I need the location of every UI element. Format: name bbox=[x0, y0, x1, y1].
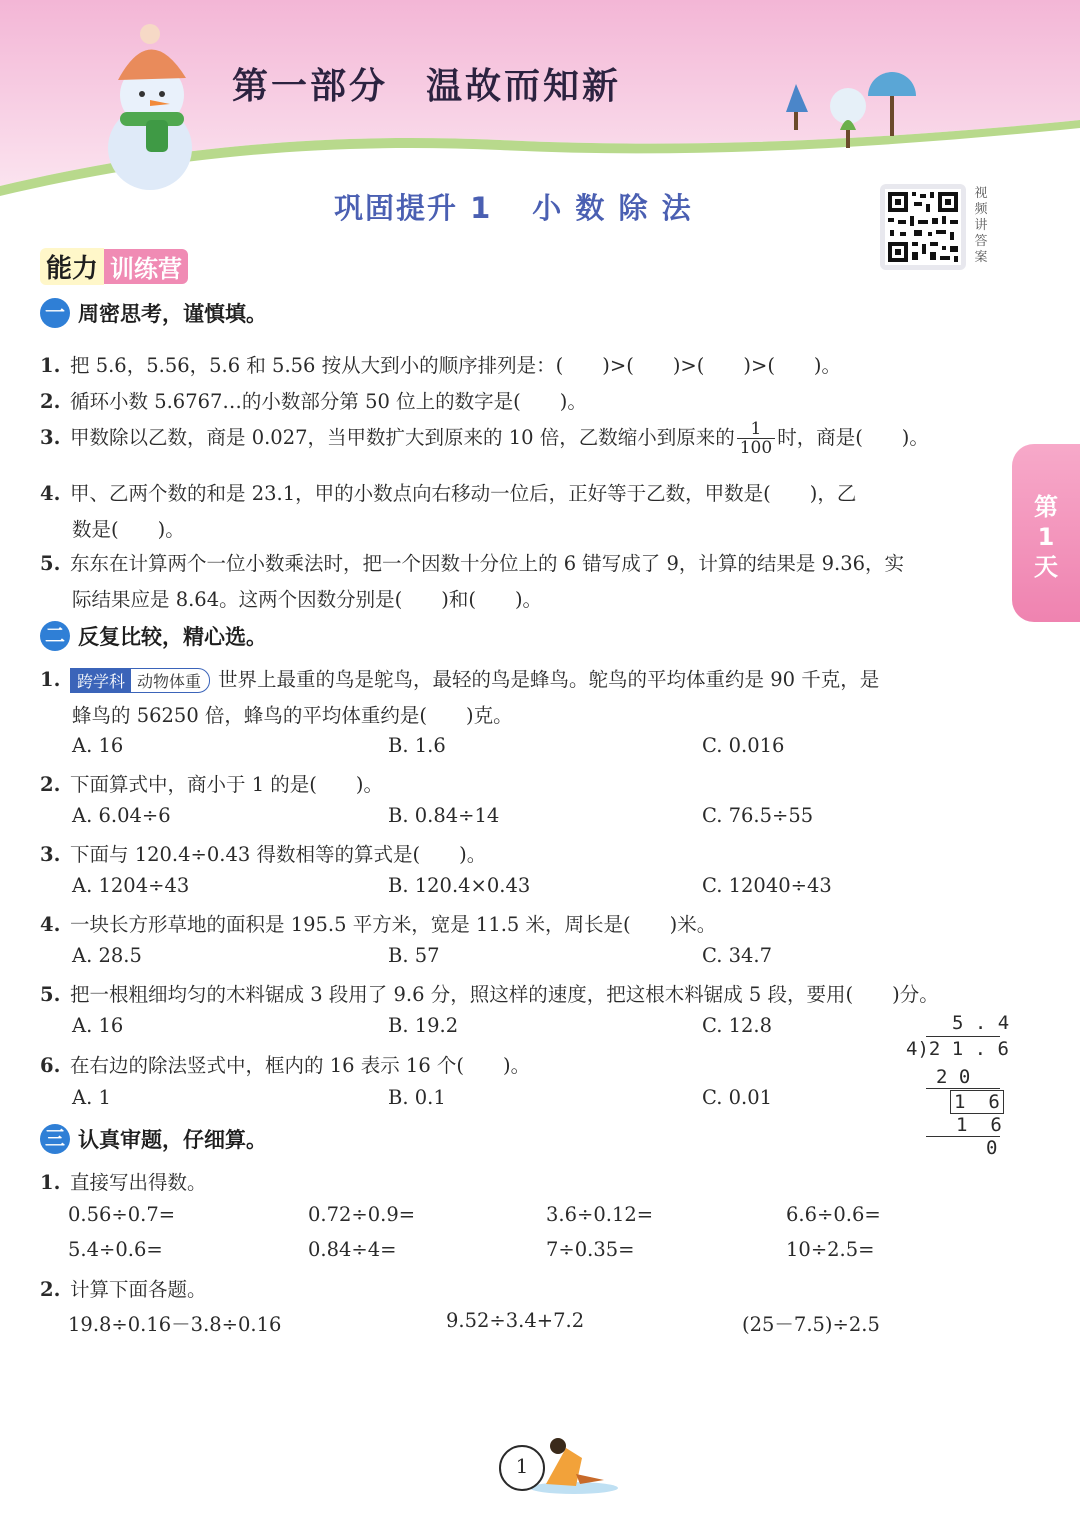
question-text: 际结果应是 8.64。这两个因数分别是( )和( )。 bbox=[72, 588, 543, 611]
calc-item: 10÷2.5= bbox=[786, 1238, 875, 1261]
question-text: 把一根粗细均匀的木料锯成 3 段用了 9.6 分，照这样的速度，把这根木料锯成 5 段，要用( )分。 bbox=[70, 983, 939, 1006]
question-text: 蜂鸟的 56250 倍，蜂鸟的平均体重约是( )克。 bbox=[72, 704, 513, 727]
question-number: 5. bbox=[40, 983, 61, 1006]
section-marker-icon: 一 bbox=[40, 298, 70, 328]
page-number: 1 bbox=[515, 1454, 529, 1478]
s2-q2-option-a: A. 6.04÷6 bbox=[72, 804, 171, 827]
qr-code-icon[interactable] bbox=[880, 184, 966, 270]
question-text: 东东在计算两个一位小数乘法时，把一个因数十分位上的 6 错写成了 9，计算的结果是 9.36，实 bbox=[70, 552, 905, 575]
question-text: 直接写出得数。 bbox=[70, 1171, 207, 1194]
part-title bbox=[232, 58, 621, 109]
section-marker-icon: 三 bbox=[40, 1124, 70, 1154]
division-row: 1 6 bbox=[956, 1114, 1002, 1136]
section-1-heading bbox=[40, 298, 267, 328]
s2-q1-option-a: A. 16 bbox=[72, 734, 124, 757]
s1-question-2 bbox=[40, 386, 587, 414]
s2-q6-option-b: B. 0.1 bbox=[388, 1086, 446, 1109]
question-number: 2. bbox=[40, 1278, 61, 1301]
s1-question-4-cont bbox=[72, 514, 185, 542]
section-3-heading bbox=[40, 1124, 267, 1154]
s1-question-3 bbox=[40, 420, 929, 457]
day-tab bbox=[1012, 444, 1080, 622]
s1-question-5-cont bbox=[72, 584, 542, 612]
section-title: 认真审题，仔细算。 bbox=[78, 1128, 267, 1152]
s1-question-1 bbox=[40, 350, 841, 378]
calc-item: 7÷0.35= bbox=[546, 1238, 635, 1261]
s2-q5-option-c: C. 12.8 bbox=[702, 1014, 773, 1037]
question-number: 4. bbox=[40, 913, 61, 936]
section-title: 反复比较，精心选。 bbox=[78, 625, 267, 649]
s2-question-2 bbox=[40, 769, 383, 797]
s2-question-1-cont bbox=[72, 700, 513, 728]
calc-item: 0.56÷0.7= bbox=[68, 1203, 176, 1226]
question-text: 下面与 120.4÷0.43 得数相等的算式是( )。 bbox=[70, 843, 487, 866]
s2-q4-option-c: C. 34.7 bbox=[702, 944, 773, 967]
division-boxed-value: 1 6 bbox=[950, 1090, 1004, 1114]
calc-item: (25－7.5)÷2.5 bbox=[742, 1313, 880, 1336]
calc-item: 19.8÷0.16－3.8÷0.16 bbox=[68, 1313, 282, 1336]
s2-q4-option-b: B. 57 bbox=[388, 944, 440, 967]
question-number: 2. bbox=[40, 773, 61, 796]
calc-item: 5.4÷0.6= bbox=[68, 1238, 163, 1261]
division-line bbox=[926, 1088, 1000, 1089]
question-number: 5. bbox=[40, 552, 61, 575]
division-bar bbox=[926, 1036, 1000, 1037]
question-text: 计算下面各题。 bbox=[70, 1278, 207, 1301]
lesson-title-a: 巩固提升 1 bbox=[334, 191, 493, 225]
s2-q6-option-a: A. 1 bbox=[72, 1086, 111, 1109]
question-number: 1. bbox=[40, 668, 61, 691]
tag-topic: 动物体重 bbox=[137, 672, 202, 691]
fraction-denominator: 100 bbox=[739, 438, 773, 458]
question-text: 把 5.6，5.56，5.6 和 5.56 按从大到小的顺序排列是：( )>( )>( )>( )。 bbox=[70, 354, 842, 377]
s2-question-1 bbox=[40, 664, 879, 693]
s2-question-3 bbox=[40, 839, 486, 867]
division-row: 2 0 bbox=[936, 1066, 971, 1088]
s2-q3-option-a: A. 1204÷43 bbox=[72, 874, 190, 897]
lesson-title bbox=[334, 186, 693, 227]
division-quotient: 5 . 4 bbox=[952, 1012, 1010, 1034]
ability-badge bbox=[40, 248, 188, 285]
calc-item: 0.84÷4= bbox=[308, 1238, 397, 1261]
calc-item: 0.72÷0.9= bbox=[308, 1203, 416, 1226]
tag-label: 跨学科 bbox=[71, 669, 131, 692]
s2-q3-option-c: C. 12040÷43 bbox=[702, 874, 832, 897]
part-title-a: 第一部分 bbox=[232, 66, 389, 107]
badge-part-b: 训练营 bbox=[104, 249, 188, 284]
question-text: 一块长方形草地的面积是 195.5 平方米，宽是 11.5 米，周长是( )米。 bbox=[70, 913, 717, 936]
s2-q5-option-a: A. 16 bbox=[72, 1014, 124, 1037]
fraction-numerator: 1 bbox=[737, 420, 775, 439]
s3-question-1 bbox=[40, 1167, 207, 1195]
s2-q6-option-c: C. 0.01 bbox=[702, 1086, 773, 1109]
section-2-heading bbox=[40, 621, 267, 651]
calc-item: 3.6÷0.12= bbox=[546, 1203, 654, 1226]
s2-q1-option-b: B. 1.6 bbox=[388, 734, 446, 757]
s2-q3-option-b: B. 120.4×0.43 bbox=[388, 874, 531, 897]
s2-q4-option-a: A. 28.5 bbox=[72, 944, 142, 967]
s3-question-2 bbox=[40, 1274, 207, 1302]
question-number: 2. bbox=[40, 390, 61, 413]
s2-question-6 bbox=[40, 1050, 530, 1078]
question-number: 3. bbox=[40, 426, 61, 449]
question-number: 4. bbox=[40, 482, 61, 505]
day-tab-label: 第1天 bbox=[1034, 493, 1058, 581]
question-text: 循环小数 5.6767…的小数部分第 50 位上的数字是( )。 bbox=[70, 390, 587, 413]
question-number: 6. bbox=[40, 1054, 61, 1077]
question-number: 1. bbox=[40, 1171, 61, 1194]
s1-question-5 bbox=[40, 548, 904, 576]
question-number: 1. bbox=[40, 354, 61, 377]
question-text: 数是( )。 bbox=[72, 518, 185, 541]
lesson-title-b: 小 数 除 法 bbox=[532, 191, 693, 225]
cross-subject-tag bbox=[70, 668, 210, 693]
calc-item: 9.52÷3.4+7.2 bbox=[446, 1309, 585, 1332]
long-division bbox=[904, 1010, 1010, 1160]
question-text: 甲、乙两个数的和是 23.1，甲的小数点向右移动一位后，正好等于乙数，甲数是( )，乙 bbox=[70, 482, 857, 505]
question-text: 世界上最重的鸟是鸵鸟，最轻的鸟是蜂鸟。鸵鸟的平均体重约是 90 千克，是 bbox=[218, 668, 880, 691]
division-remainder: 0 bbox=[986, 1137, 998, 1159]
division-dividend: 4)2 1 . 6 bbox=[906, 1038, 1009, 1060]
part-title-b: 温故而知新 bbox=[426, 66, 622, 107]
s1-question-4 bbox=[40, 478, 856, 506]
question-text: 甲数除以乙数，商是 0.027，当甲数扩大到原来的 10 倍，乙数缩小到原来的 bbox=[70, 426, 735, 449]
qr-label: 视频讲答案 bbox=[974, 186, 988, 265]
section-marker-icon: 二 bbox=[40, 621, 70, 651]
question-text: 下面算式中，商小于 1 的是( )。 bbox=[70, 773, 384, 796]
calc-item: 6.6÷0.6= bbox=[786, 1203, 881, 1226]
section-title: 周密思考，谨慎填。 bbox=[78, 302, 267, 326]
s2-q2-option-b: B. 0.84÷14 bbox=[388, 804, 500, 827]
badge-part-a: 能力 bbox=[40, 248, 104, 285]
s2-question-5 bbox=[40, 979, 939, 1007]
question-text: 在右边的除法竖式中，框内的 16 表示 16 个( )。 bbox=[70, 1054, 531, 1077]
s2-q1-option-c: C. 0.016 bbox=[702, 734, 785, 757]
s2-question-4 bbox=[40, 909, 716, 937]
fraction bbox=[737, 420, 775, 457]
s2-q5-option-b: B. 19.2 bbox=[388, 1014, 459, 1037]
question-text: 时，商是( )。 bbox=[777, 426, 929, 449]
s2-q2-option-c: C. 76.5÷55 bbox=[702, 804, 814, 827]
question-number: 3. bbox=[40, 843, 61, 866]
